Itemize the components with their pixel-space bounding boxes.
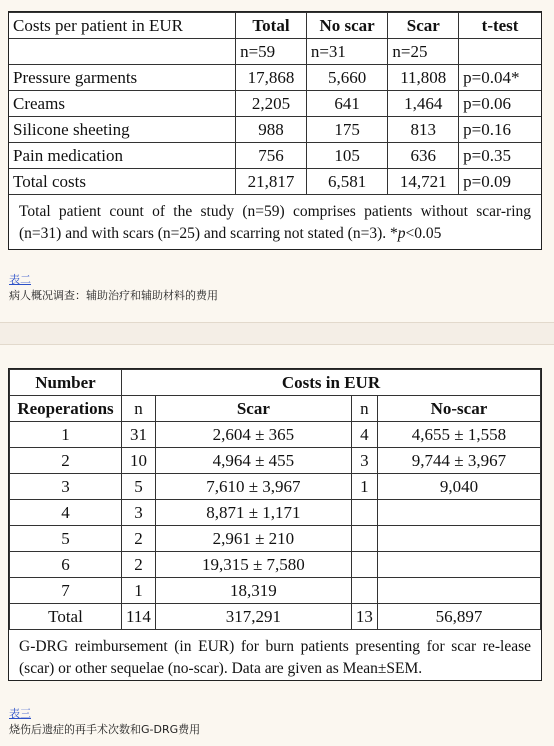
cell-reoperations: 5 (10, 526, 122, 552)
cell-t-test: p=0.06 (459, 91, 541, 117)
cell-scar: 8,871 ± 1,171 (155, 500, 351, 526)
cell-scar: 317,291 (155, 604, 351, 630)
header-no-scar: No-scar (377, 396, 540, 422)
header-n-no-scar: n (351, 396, 377, 422)
cell-n-scar: 2 (122, 526, 156, 552)
table-row (10, 448, 541, 474)
cell-n-no-scar (351, 500, 377, 526)
cell-t-test: p=0.09 (459, 169, 541, 195)
row-label: Silicone sheeting (9, 117, 236, 143)
cell-n-no-scar: 13 (351, 604, 377, 630)
cell-scar: 813 (388, 117, 459, 143)
table-row (9, 91, 541, 117)
cell-n-scar: 3 (122, 500, 156, 526)
cell-no-scar (377, 526, 540, 552)
table-footnote: G-DRG reimbursement (in EUR) for burn patients presenting for scar re-lease (scar) or other sequelae (no-scar). Data are given as Mean±SEM. (19, 638, 531, 677)
header-reoperations: Reoperations (10, 396, 122, 422)
cell-scar: 14,721 (388, 169, 459, 195)
table-row (10, 578, 541, 604)
count-label (9, 39, 236, 65)
cell-no-scar: 6,581 (306, 169, 388, 195)
table-row (10, 526, 541, 552)
cell-t-test: p=0.04* (459, 65, 541, 91)
row-label: Pain medication (9, 143, 236, 169)
cell-scar: 2,604 ± 365 (155, 422, 351, 448)
cell-reoperations: 6 (10, 552, 122, 578)
cell-scar: 11,808 (388, 65, 459, 91)
cell-n-no-scar (351, 578, 377, 604)
cell-n-scar: 2 (122, 552, 156, 578)
cell-no-scar: 5,660 (306, 65, 388, 91)
table-caption (9, 272, 218, 304)
caption-text: 烧伤后遗症的再手术次数和G-DRG费用 (9, 723, 201, 736)
cell-no-scar: 4,655 ± 1,558 (377, 422, 540, 448)
table-row (10, 474, 541, 500)
table-total-row (10, 604, 541, 630)
count-scar: n=25 (388, 39, 459, 65)
cell-t-test: p=0.16 (459, 117, 541, 143)
cell-n-scar: 114 (122, 604, 156, 630)
cell-no-scar: 175 (306, 117, 388, 143)
cell-n-scar: 5 (122, 474, 156, 500)
table-row (10, 422, 541, 448)
header-t-test: t-test (459, 13, 541, 39)
cell-reoperations: Total (10, 604, 122, 630)
row-label: Pressure garments (9, 65, 236, 91)
cell-reoperations: 1 (10, 422, 122, 448)
cell-n-no-scar: 1 (351, 474, 377, 500)
cell-n-no-scar: 3 (351, 448, 377, 474)
table-link[interactable]: 表三 (9, 707, 31, 720)
cell-scar: 1,464 (388, 91, 459, 117)
cell-no-scar: 56,897 (377, 604, 540, 630)
panel-separator (0, 322, 554, 345)
cell-scar: 2,961 ± 210 (155, 526, 351, 552)
footnote-threshold: <0.05 (405, 225, 442, 242)
table-row (9, 65, 541, 91)
table-link[interactable]: 表二 (9, 273, 31, 286)
count-t-test (459, 39, 541, 65)
footnote-text: Total patient count of the study (n=59) comprises patients without scar-ring (n=31) and with scars (n=25) and scarring not stated (n=3). * (19, 203, 531, 242)
cell-no-scar: 641 (306, 91, 388, 117)
cell-n-no-scar (351, 552, 377, 578)
footnote-p-symbol: p (397, 225, 406, 242)
header-scar: Scar (388, 13, 459, 39)
cell-scar: 7,610 ± 3,967 (155, 474, 351, 500)
cell-no-scar (377, 500, 540, 526)
cell-no-scar: 9,744 ± 3,967 (377, 448, 540, 474)
cell-no-scar: 9,040 (377, 474, 540, 500)
cell-total: 17,868 (236, 65, 307, 91)
cell-n-no-scar (351, 526, 377, 552)
table-header-row (9, 13, 541, 39)
cell-scar: 636 (388, 143, 459, 169)
table-row (9, 143, 541, 169)
cell-scar: 4,964 ± 455 (155, 448, 351, 474)
row-label: Total costs (9, 169, 236, 195)
count-no-scar: n=31 (306, 39, 388, 65)
cell-no-scar (377, 552, 540, 578)
header-n-scar: n (122, 396, 156, 422)
table-caption (9, 706, 200, 738)
cell-t-test: p=0.35 (459, 143, 541, 169)
row-label: Creams (9, 91, 236, 117)
table-subheader-row (10, 396, 541, 422)
cell-n-no-scar: 4 (351, 422, 377, 448)
cell-total: 21,817 (236, 169, 307, 195)
header-costs-in-eur: Costs in EUR (122, 370, 541, 396)
table-count-row (9, 39, 541, 65)
cell-reoperations: 4 (10, 500, 122, 526)
table-row (10, 500, 541, 526)
cell-scar: 19,315 ± 7,580 (155, 552, 351, 578)
cell-total: 988 (236, 117, 307, 143)
cell-no-scar (377, 578, 540, 604)
cell-reoperations: 3 (10, 474, 122, 500)
cell-scar: 18,319 (155, 578, 351, 604)
cell-reoperations: 7 (10, 578, 122, 604)
cell-n-scar: 31 (122, 422, 156, 448)
cell-n-scar: 10 (122, 448, 156, 474)
table-row (9, 117, 541, 143)
cell-total: 2,205 (236, 91, 307, 117)
header-costs-per-patient: Costs per patient in EUR (9, 13, 236, 39)
table-header-row (10, 370, 541, 396)
cell-n-scar: 1 (122, 578, 156, 604)
header-scar: Scar (155, 396, 351, 422)
table-footnote (9, 195, 541, 245)
caption-text: 病人概况调查：辅助治疗和辅助材料的费用 (9, 289, 218, 302)
cell-total: 756 (236, 143, 307, 169)
table-row (9, 169, 541, 195)
costs-per-patient-table (8, 11, 542, 250)
count-total: n=59 (236, 39, 307, 65)
reoperations-costs-table (8, 368, 542, 681)
table-row (10, 552, 541, 578)
header-total: Total (236, 13, 307, 39)
cell-no-scar: 105 (306, 143, 388, 169)
cell-reoperations: 2 (10, 448, 122, 474)
header-number: Number (10, 370, 122, 396)
header-no-scar: No scar (306, 13, 388, 39)
